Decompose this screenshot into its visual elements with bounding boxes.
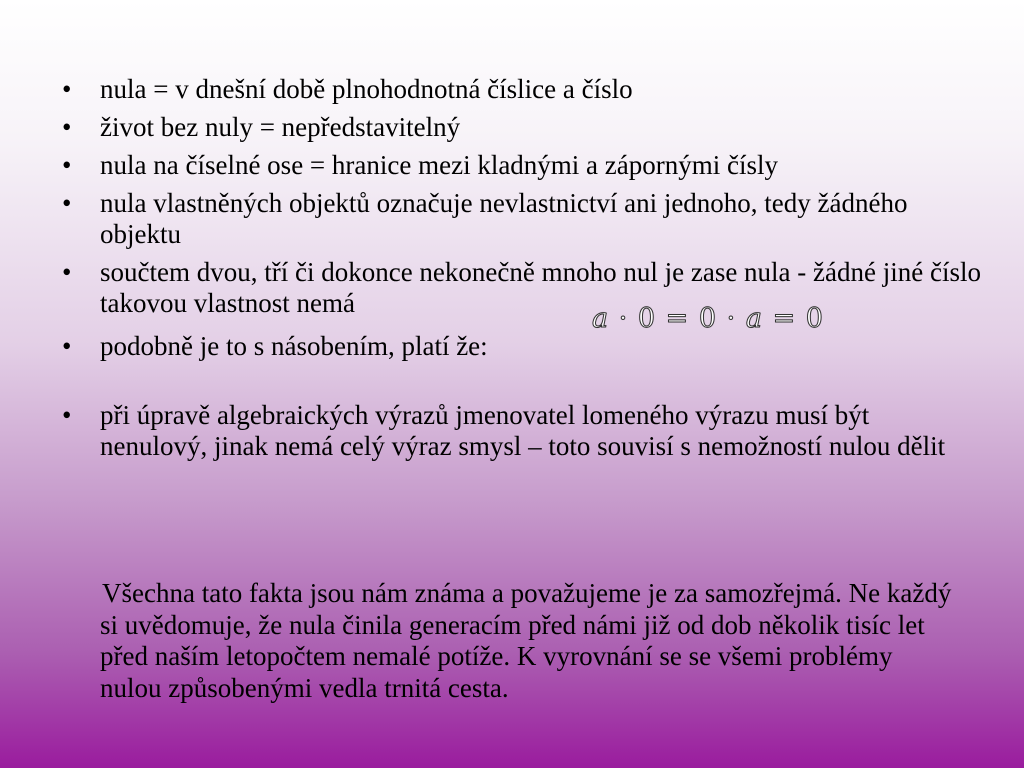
bullet-item	[62, 257, 982, 319]
formula-variable: a	[745, 303, 763, 334]
formula-equals: =	[772, 303, 797, 334]
formula-operator: ·	[618, 303, 629, 334]
formula-zero: 0	[805, 303, 824, 334]
formula-operator: ·	[726, 303, 737, 334]
bullet-text: život bez nuly = nepředstavitelný	[100, 112, 461, 142]
bullet-text: nula = v dnešní době plnohodnotná číslice a číslo	[100, 74, 633, 104]
formula-equals: =	[665, 303, 690, 334]
multiplication-formula	[592, 303, 824, 334]
bullet-text: podobně je to s násobením, platí že:	[100, 331, 488, 361]
bullet-marker: •	[62, 74, 72, 104]
bullet-marker: •	[62, 112, 72, 142]
bullet-item	[62, 74, 982, 105]
bullet-item	[62, 150, 982, 181]
bullet-item	[62, 188, 982, 250]
bullet-text: nula vlastněných objektů označuje nevlastnictví ani jednoho, tedy žádného objektu	[100, 188, 908, 249]
bullet-marker: •	[62, 150, 72, 180]
formula-zero: 0	[698, 303, 718, 334]
bullet-text: součtem dvou, tří či dokonce nekonečně mnoho nul je zase nula - žádné jiné číslo takovou vlastnost nemá	[100, 257, 981, 318]
closing-paragraph: Všechna tato fakta jsou nám známa a považujeme je za samozřejmá. Ne každý si uvědomuje, že nula činila generacím před námi již od dob několik tisíc let před naším letopočtem nemalé potíže. K vyrovnání se se všemi problémy nulou způsobenými vedla trnitá cesta.	[100, 578, 952, 703]
bullet-text: nula na číselné ose = hranice mezi kladnými a zápornými čísly	[100, 150, 778, 180]
bullet-item	[62, 112, 982, 143]
bullet-list	[62, 74, 982, 462]
formula-zero: 0	[637, 303, 657, 334]
formula-variable: a	[592, 303, 610, 334]
bullet-text: při úpravě algebraických výrazů jmenovatel lomeného výrazu musí být nenulový, jinak nemá celý výraz smysl – toto souvisí s nemožností nulou dělit	[100, 400, 946, 461]
bullet-marker: •	[62, 188, 72, 218]
bullet-item	[62, 331, 982, 362]
bullet-marker: •	[62, 331, 72, 361]
bullet-marker: •	[62, 257, 72, 287]
bullet-marker: •	[62, 400, 72, 430]
bullet-item	[62, 400, 982, 462]
